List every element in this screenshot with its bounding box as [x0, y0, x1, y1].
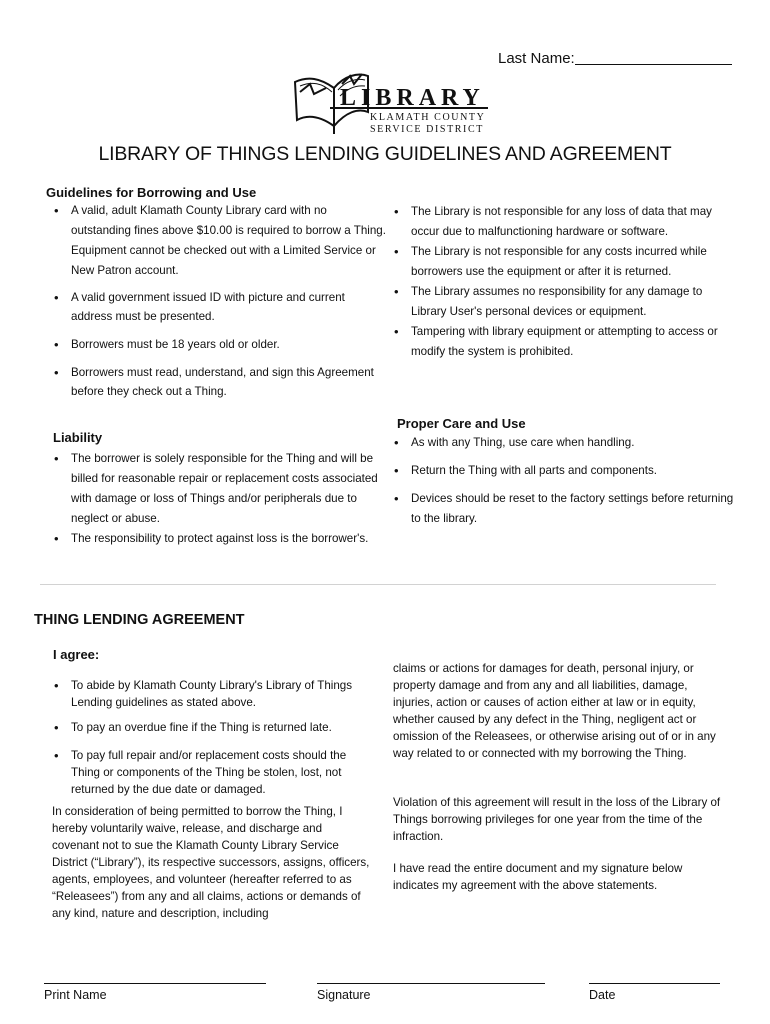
signature-line[interactable] [317, 983, 545, 984]
list-item: • Borrowers must be 18 years old or older. [52, 335, 387, 355]
page-title: LIBRARY OF THINGS LENDING GUIDELINES AND AGREEMENT [98, 143, 672, 165]
list-item: • Borrowers must read, understand, and sign this Agreement before they check out a Thing. [52, 363, 387, 401]
guidelines-left-list [52, 201, 387, 401]
print-name-label: Print Name [44, 988, 107, 1002]
liability-heading: Liability [53, 430, 103, 445]
list-item: • To pay full repair and/or replacement costs should the Thing or components of the Thing be stolen, lost, not returned by the due date or damaged. [52, 747, 370, 798]
list-item: • The borrower is solely responsible for the Thing and will be billed for reasonable repair or replacement costs associated with damage or loss of Things and/or peripherals due to neglect or abuse. [52, 449, 382, 529]
last-name-field[interactable] [498, 49, 732, 67]
last-name-line[interactable] [575, 49, 732, 65]
guidelines-heading: Guidelines for Borrowing and Use [46, 185, 257, 200]
i-agree-label: I agree: [53, 647, 100, 662]
section-divider [40, 584, 716, 585]
last-name-label: Last Name: [498, 50, 575, 67]
list-item: • To pay an overdue fine if the Thing is returned late. [52, 719, 370, 736]
guidelines-right-list [392, 202, 737, 362]
read-statement: I have read the entire document and my signature below indicates my agreement with the above statements. [393, 862, 683, 892]
agreement-heading: THING LENDING AGREEMENT [34, 612, 245, 628]
list-item: • A valid government issued ID with picture and current address must be presented. [52, 288, 387, 326]
library-logo [290, 68, 495, 138]
logo-word: LIBRARY [340, 85, 485, 111]
date-label: Date [589, 988, 616, 1002]
list-item: • A valid, adult Klamath County Library card with no outstanding fines above $10.00 is required to borrow a Thing. Equipment cannot be checked out with a Limited Service or New Patron account. [52, 201, 387, 281]
waiver-paragraph-left: In consideration of being permitted to borrow the Thing, I hereby voluntarily waive, release, and discharge and covenant not to sue the Klamath County Library Service District (“Library”), its respective successors, assigns, officers, agents, employees, and volunteer (hereafter referred to as “Releasees”) from any and all claims, actions or demands of any kind, nature and description, including [52, 805, 370, 920]
list-item: • The Library is not responsible for any loss of data that may occur due to malfunctioning hardware or software. [392, 202, 737, 242]
care-heading: Proper Care and Use [397, 416, 526, 431]
liability-list [52, 449, 382, 549]
signature-label: Signature [317, 988, 371, 1002]
list-item: • Tampering with library equipment or attempting to access or modify the system is prohibited. [392, 322, 737, 362]
book-logo-icon [290, 68, 495, 138]
list-item: • The Library assumes no responsibility for any damage to Library User's personal devices or equipment. [392, 282, 737, 322]
logo-subtitle-2: SERVICE DISTRICT [370, 124, 484, 135]
list-item: • Return the Thing with all parts and components. [392, 461, 737, 481]
list-item: • To abide by Klamath County Library's Library of Things Lending guidelines as stated above. [52, 677, 370, 711]
date-line[interactable] [589, 983, 720, 984]
logo-subtitle-1: KLAMATH COUNTY [370, 112, 486, 123]
list-item: • The responsibility to protect against loss is the borrower's. [52, 529, 382, 549]
list-item: • The Library is not responsible for any costs incurred while borrowers use the equipment or after it is returned. [392, 242, 737, 282]
violation-paragraph: Violation of this agreement will result in the loss of the Library of Things borrowing privileges for one year from the time of the infraction. [393, 796, 721, 843]
list-item: • As with any Thing, use care when handling. [392, 433, 737, 453]
waiver-paragraph-right: claims or actions for damages for death, personal injury, or property damage and from any and all liabilities, damage, injuries, action or causes of action either at law or in equity, whether caused by any defect in the Thing, negligent act or omission of the Releasees, or otherwise arising out of or in any way related to or connected with my borrowing the Thing. [393, 662, 716, 760]
list-item: • Devices should be reset to the factory settings before returning to the library. [392, 489, 737, 529]
care-list [392, 433, 737, 529]
agreement-list [52, 677, 370, 798]
print-name-line[interactable] [44, 983, 266, 984]
